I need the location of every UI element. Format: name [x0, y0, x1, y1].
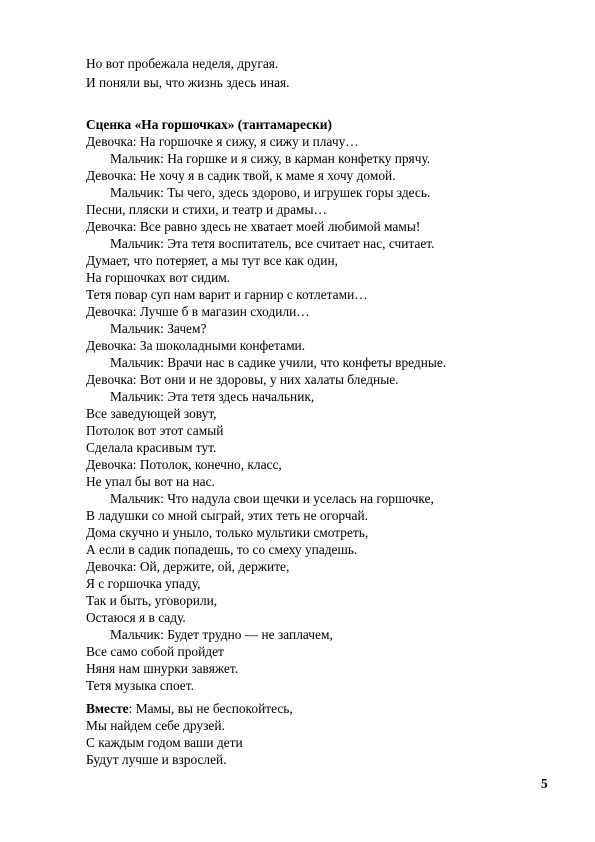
together-line: Мы найдем себе друзей. [86, 718, 225, 733]
dialogue-line: Девочка: Лучше б в магазин сходили… [86, 304, 310, 319]
dialogue-line: Мальчик: Врачи нас в садике учили, что конфеты вредные. [110, 355, 447, 370]
dialogue-line: Тетя музыка споет. [86, 678, 194, 693]
dialogue-line: Мальчик: Что надула свои щечки и уселась на горшочке, [110, 491, 434, 506]
dialogue-line: Тетя повар суп нам варит и гарнир с котлетами… [86, 287, 368, 302]
together-first-line [86, 700, 293, 717]
dialogue-line: Мальчик: На горшке и я сижу, в карман конфетку прячу. [110, 151, 431, 166]
dialogue-line: Девочка: Ой, держите, ой, держите, [86, 559, 290, 574]
page-number: 5 [541, 776, 548, 791]
scene-title: Сценка «На горшочках» (тантамарески) [86, 117, 332, 132]
dialogue-line: Няня нам шнурки завяжет. [86, 661, 239, 676]
intro-line: Но вот пробежала неделя, другая. [86, 56, 279, 71]
dialogue-line: Мальчик: Эта тетя здесь начальник, [110, 389, 315, 404]
dialogue-line: Не упал бы вот на нас. [86, 474, 215, 489]
dialogue-line: Песни, пляски и стихи, и театр и драмы… [86, 202, 327, 217]
dialogue-line: Мальчик: Будет трудно — не заплачем, [110, 627, 333, 642]
dialogue-line: Все само собой пройдет [86, 644, 224, 659]
together-line: С каждым годом ваши дети [86, 735, 243, 750]
dialogue-line: Сделала красивым тут. [86, 440, 217, 455]
together-label: Вместе [86, 701, 129, 716]
dialogue-line: Девочка: Потолок, конечно, класс, [86, 457, 282, 472]
dialogue-line: Мальчик: Зачем? [110, 321, 207, 336]
dialogue-line: Девочка: Не хочу я в садик твой, к маме я хочу домой. [86, 168, 396, 183]
dialogue-line: Дома скучно и уныло, только мультики смотреть, [86, 525, 369, 540]
together-first-text: : Мамы, вы не беспокойтесь, [128, 701, 293, 716]
dialogue-line: Мальчик: Ты чего, здесь здорово, и игрушек горы здесь. [110, 185, 431, 200]
intro-line: И поняли вы, что жизнь здесь иная. [86, 75, 290, 90]
dialogue-line: Остаюся я в саду. [86, 610, 186, 625]
dialogue-line: Мальчик: Эта тетя воспитатель, все считает нас, считает. [110, 236, 435, 251]
dialogue-line: В ладушки со мной сыграй, этих теть не огорчай. [86, 508, 368, 523]
dialogue-line: На горшочках вот сидим. [86, 270, 231, 285]
together-line: Будут лучше и взрослей. [86, 752, 227, 767]
dialogue-line: Так и быть, уговорили, [86, 593, 218, 608]
dialogue-line: Все заведующей зовут, [86, 406, 217, 421]
dialogue-line: Девочка: За шоколадными конфетами. [86, 338, 306, 353]
dialogue-line: Потолок вот этот самый [86, 423, 224, 438]
dialogue-line: А если в садик попадешь, то со смеху упадешь. [86, 542, 358, 557]
dialogue-line: Думает, что потеряет, а мы тут все как один, [86, 253, 338, 268]
dialogue-line: Девочка: Все равно здесь не хватает моей любимой мамы! [86, 219, 421, 234]
dialogue-line: Девочка: На горшочке я сижу, я сижу и плачу… [86, 134, 359, 149]
dialogue-line: Девочка: Вот они и не здоровы, у них халаты бледные. [86, 372, 399, 387]
dialogue-line: Я с горшочка упаду, [86, 576, 201, 591]
